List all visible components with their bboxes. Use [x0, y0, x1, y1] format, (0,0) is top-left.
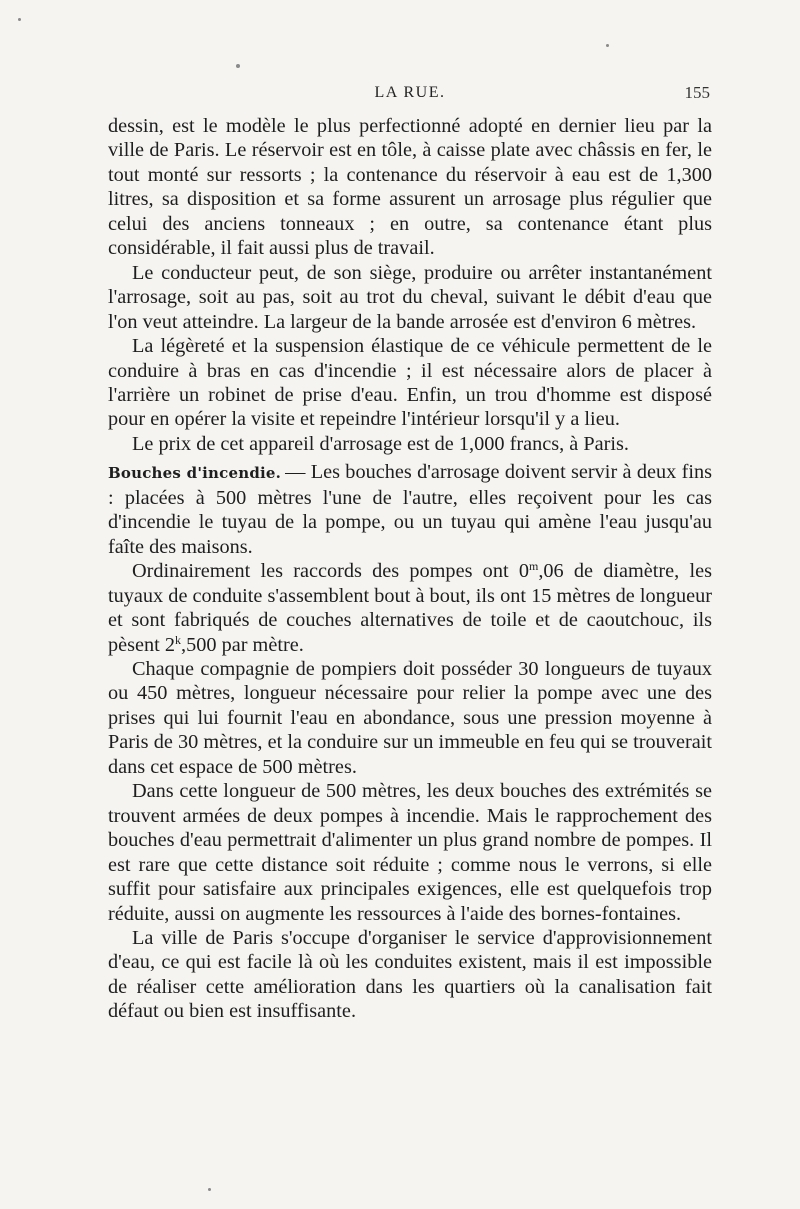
paragraph-text: — Les bouches d'arrosage doivent servir à deux fins : placées à 500 mètres l'une de l'autre, elles reçoivent pour les cas d'incendie le tuyau de la pompe, ou un tuyau qui amène l'eau jusqu'au faîte des maisons. [108, 461, 712, 558]
paragraph [108, 559, 712, 657]
unit-superscript: m [528, 559, 539, 574]
body-text [108, 114, 712, 1024]
paragraph-text: Chaque compagnie de pompiers doit posséder 30 longueurs de tuyaux ou 450 mètres, longueur nécessaire pour relier la pompe avec une des prises qui lui fournit l'eau en abondance, sous une pression moyenne à Paris de 30 mètres, et la conduire sur un immeuble en feu qui se trouverait dans cet espace de 500 mètres. [108, 657, 712, 778]
paragraph-text: ,06 de diamètre, les tuyaux de conduite s'assemblent bout à bout, ils ont 15 mètres de longueur et sont fabriqués de couches alternatives de toile et de caoutchouc, ils pèsent 2 [108, 560, 712, 656]
paragraph-text: Dans cette longueur de 500 mètres, les deux bouches des extrémités se trouvent armées de deux pompes à incendie. Mais le rapprochement des bouches d'eau permettrait d'alimenter un plus grand nombre de pompes. Il est rare que cette distance soit réduite ; comme nous le verrons, si elle suffit pour satisfaire aux principales exigences, elle est quelquefois trop réduite, aussi on augmente les ressources à l'aide des bornes-fontaines. [108, 780, 712, 925]
page-header [108, 84, 712, 108]
paragraph-text: Ordinairement les raccords des pompes ont 0 [132, 560, 529, 583]
paragraph-text: Le prix de cet appareil d'arrosage est de 1,000 francs, à Paris. [132, 432, 629, 455]
paragraph [108, 779, 712, 926]
paragraph-text: Le conducteur peut, de son siège, produire ou arrêter instantanément l'arrosage, soit au pas, soit au trot du cheval, suivant le débit d'eau que l'on veut atteindre. La largeur de la bande arrosée est d'environ 6 mètres. [108, 261, 712, 333]
page-number: 155 [684, 83, 710, 102]
paragraph-text: ,500 par mètre. [181, 633, 304, 656]
section-paragraph [108, 460, 712, 559]
paper-speck [606, 44, 609, 47]
paper-speck [208, 1188, 211, 1191]
paragraph [108, 261, 712, 334]
unit-superscript: k [175, 632, 182, 647]
paper-speck [18, 18, 21, 21]
paragraph [108, 432, 712, 456]
running-title: LA RUE. [374, 84, 446, 101]
paper-speck [236, 64, 240, 68]
section-heading: Bouches d'incendie. [108, 464, 282, 483]
paragraph-text: dessin, est le modèle le plus perfectionné adopté en dernier lieu par la ville de Paris. Le réservoir est en tôle, à caisse plate avec châssis en fer, le tout monté sur ressorts ; la contenance du réservoir à eau est de 1,300 litres, sa disposition et sa forme assurent un arrosage plus régulier que celui des anciens tonneaux ; en outre, sa contenance étant plus considérable, il fait aussi plus de travail. [108, 115, 712, 260]
paragraph [108, 334, 712, 432]
paragraph [108, 657, 712, 779]
paragraph-text: La ville de Paris s'occupe d'organiser le service d'approvisionnement d'eau, ce qui est facile là où les conduites existent, mais il est impossible de réaliser cette amélioration dans les quartiers où la canalisation fait défaut ou bien est insuffisante. [108, 926, 712, 1023]
paragraph [108, 926, 712, 1024]
paragraph-text: La légèreté et la suspension élastique de ce véhicule permettent de le conduire à bras en cas d'incendie ; il est nécessaire alors de placer à l'arrière un robinet de prise d'eau. Enfin, un trou d'homme est disposé pour en opérer la visite et repeindre l'intérieur lorsqu'il y a lieu. [108, 335, 712, 431]
paragraph [108, 114, 712, 261]
